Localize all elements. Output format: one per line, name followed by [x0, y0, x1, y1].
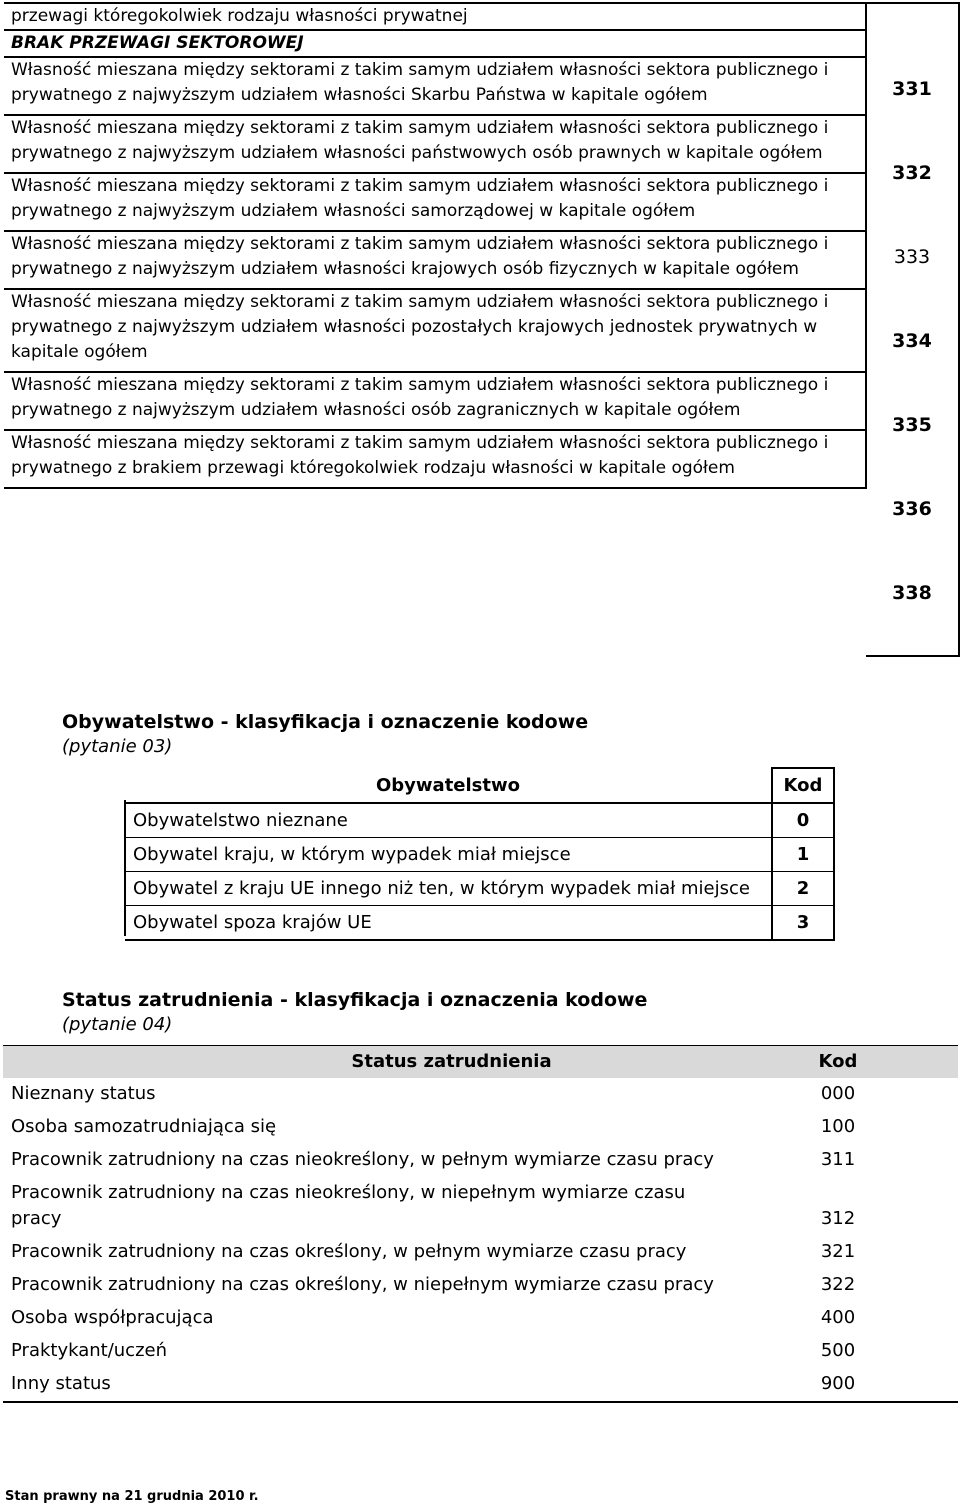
citizenship-title: Obywatelstwo - klasyfikacja i oznaczenie kodowe — [62, 711, 589, 733]
table-row — [125, 906, 834, 941]
citizenship-table — [125, 767, 835, 941]
code-value: 332 — [892, 162, 932, 184]
ownership-text: przewagi któregokolwiek rodzaju własności prywatnej — [4, 3, 866, 30]
table-row — [4, 231, 866, 289]
status-code: 100 — [820, 1116, 856, 1137]
status-label: Osoba samozatrudniająca się — [11, 1116, 277, 1137]
table-row — [3, 1302, 958, 1335]
header-spacer — [888, 1046, 958, 1079]
ownership-description: Własność mieszana między sektorami z takim samym udziałem własności sektora publicznego i prywatnego z najwyższym udziałem własności pozostałych krajowych jednostek prywatnych w kapitale ogółem — [4, 289, 866, 372]
ownership-heading: BRAK PRZEWAGI SEKTOROWEJ — [4, 30, 866, 57]
ownership-description: Własność mieszana między sektorami z takim samym udziałem własności sektora publicznego i prywatnego z brakiem przewagi któregokolwiek rodzaju własności w kapitale ogółem — [4, 430, 866, 488]
spacer-cell — [888, 1335, 958, 1368]
table-row — [4, 3, 866, 30]
column-header-code: Kod — [788, 1046, 888, 1079]
citizenship-label: Obywatelstwo nieznane — [125, 803, 772, 838]
code-value: 338 — [892, 582, 932, 604]
table-row — [3, 1177, 958, 1236]
status-label: Osoba współpracująca — [11, 1307, 214, 1328]
table-header-row — [125, 768, 834, 803]
citizenship-code: 3 — [772, 906, 834, 941]
table-row — [3, 1335, 958, 1368]
table-left-border — [124, 800, 126, 936]
table-row — [3, 1368, 958, 1402]
table-row — [4, 115, 866, 173]
column-header-citizenship: Obywatelstwo — [125, 768, 772, 803]
spacer-cell — [888, 1111, 958, 1144]
table-row — [3, 1111, 958, 1144]
citizenship-label: Obywatel z kraju UE innego niż ten, w którym wypadek miał miejsce — [125, 872, 772, 906]
ownership-description: Własność mieszana między sektorami z takim samym udziałem własności sektora publicznego i prywatnego z najwyższym udziałem własności osób zagranicznych w kapitale ogółem — [4, 372, 866, 430]
ownership-description: Własność mieszana między sektorami z takim samym udziałem własności sektora publicznego i prywatnego z najwyższym udziałem własności krajowych osób fizycznych w kapitale ogółem — [4, 231, 866, 289]
spacer-cell — [888, 1236, 958, 1269]
ownership-description: Własność mieszana między sektorami z takim samym udziałem własności sektora publicznego i prywatnego z najwyższym udziałem własności Skarbu Państwa w kapitale ogółem — [4, 57, 866, 115]
table-row — [125, 872, 834, 906]
spacer-cell — [888, 1177, 958, 1236]
citizenship-code: 2 — [772, 872, 834, 906]
status-label: Pracownik zatrudniony na czas nieokreślony, w niepełnym wymiarze czasu pracy — [11, 1182, 686, 1229]
status-code: 400 — [820, 1307, 856, 1328]
table-row — [4, 57, 866, 115]
status-label: Pracownik zatrudniony na czas nieokreślony, w pełnym wymiarze czasu pracy — [11, 1149, 714, 1170]
code-value: 333 — [893, 246, 931, 268]
status-code: 500 — [820, 1340, 856, 1361]
table-row — [4, 30, 866, 57]
status-label: Nieznany status — [11, 1083, 156, 1104]
status-code: 321 — [820, 1241, 856, 1262]
table-row — [125, 838, 834, 872]
status-code: 311 — [820, 1149, 856, 1170]
footer-legal-date: Stan prawny na 21 grudnia 2010 r. — [5, 1489, 259, 1504]
ownership-code-column — [866, 2, 958, 657]
table-row — [4, 173, 866, 231]
ownership-description: Własność mieszana między sektorami z takim samym udziałem własności sektora publicznego i prywatnego z najwyższym udziałem własności państwowych osób prawnych w kapitale ogółem — [4, 115, 866, 173]
table-row — [4, 289, 866, 372]
code-value: 334 — [892, 330, 932, 352]
table-row — [4, 430, 866, 488]
status-code: 322 — [820, 1274, 856, 1295]
ownership-description: Własność mieszana między sektorami z takim samym udziałem własności sektora publicznego i prywatnego z najwyższym udziałem własności samorządowej w kapitale ogółem — [4, 173, 866, 231]
citizenship-label: Obywatel spoza krajów UE — [125, 906, 772, 941]
employment-subtitle: (pytanie 04) — [62, 1014, 173, 1035]
spacer-cell — [888, 1078, 958, 1111]
code-value: 336 — [892, 498, 932, 520]
table-row — [3, 1144, 958, 1177]
status-label: Pracownik zatrudniony na czas określony, w pełnym wymiarze czasu pracy — [11, 1241, 687, 1262]
code-value: 335 — [892, 414, 932, 436]
table-row — [3, 1236, 958, 1269]
citizenship-label: Obywatel kraju, w którym wypadek miał miejsce — [125, 838, 772, 872]
spacer-cell — [888, 1269, 958, 1302]
employment-title: Status zatrudnienia - klasyfikacja i oznaczenia kodowe — [62, 989, 648, 1011]
status-label: Praktykant/uczeń — [11, 1340, 168, 1361]
employment-status-table — [3, 1045, 958, 1403]
spacer-cell — [888, 1302, 958, 1335]
column-header-status: Status zatrudnienia — [3, 1046, 788, 1079]
status-label: Pracownik zatrudniony na czas określony, w niepełnym wymiarze czasu pracy — [11, 1274, 714, 1295]
table-row — [3, 1078, 958, 1111]
spacer-cell — [888, 1144, 958, 1177]
status-code: 000 — [820, 1083, 856, 1104]
citizenship-code: 1 — [772, 838, 834, 872]
citizenship-code: 0 — [772, 803, 834, 838]
table-row — [125, 803, 834, 838]
status-code: 900 — [788, 1368, 888, 1402]
table-row — [3, 1269, 958, 1302]
spacer-cell — [888, 1368, 958, 1402]
code-value: 331 — [892, 78, 932, 100]
table-row — [4, 372, 866, 430]
citizenship-subtitle: (pytanie 03) — [62, 736, 173, 757]
column-header-code: Kod — [772, 768, 834, 803]
table-header-row — [3, 1046, 958, 1079]
status-label: Inny status — [3, 1368, 788, 1402]
ownership-code-table — [4, 2, 867, 489]
status-code: 312 — [820, 1208, 856, 1229]
